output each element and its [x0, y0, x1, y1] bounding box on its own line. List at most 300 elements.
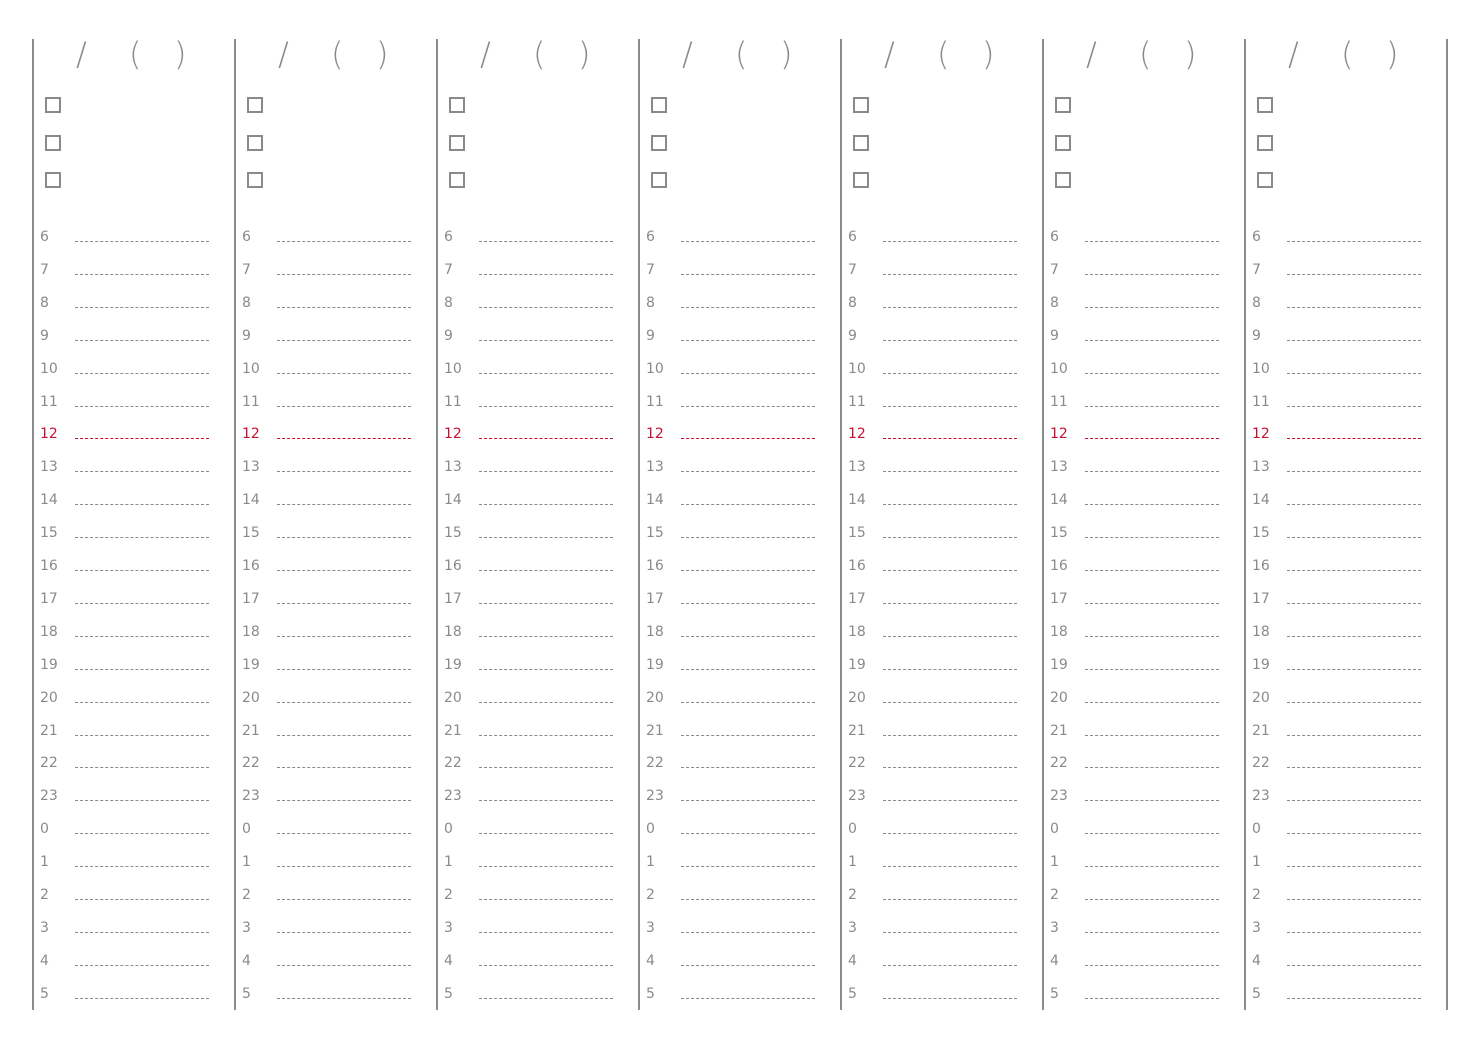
hour-row[interactable] [840, 423, 1042, 456]
todo-checkbox[interactable] [247, 135, 263, 151]
hour-entry-line[interactable] [883, 669, 1017, 670]
hour-entry-line[interactable] [883, 504, 1017, 505]
hour-entry-line[interactable] [75, 504, 209, 505]
hour-entry-line[interactable] [479, 274, 613, 275]
hour-entry-line[interactable] [1085, 241, 1219, 242]
hour-entry-line[interactable] [681, 800, 815, 801]
hour-row[interactable] [840, 851, 1042, 884]
hour-row[interactable] [638, 818, 840, 851]
hour-entry-line[interactable] [1287, 735, 1421, 736]
hour-row[interactable] [1042, 983, 1244, 1016]
hour-entry-line[interactable] [479, 537, 613, 538]
hour-row[interactable] [1244, 456, 1446, 489]
hour-entry-line[interactable] [479, 702, 613, 703]
hour-entry-line[interactable] [1287, 406, 1421, 407]
hour-entry-line[interactable] [883, 833, 1017, 834]
hour-entry-line[interactable] [681, 406, 815, 407]
hour-row[interactable] [1244, 983, 1446, 1016]
hour-row[interactable] [1244, 785, 1446, 818]
hour-row[interactable] [234, 851, 436, 884]
hour-row[interactable] [32, 950, 234, 983]
hour-row[interactable] [234, 522, 436, 555]
hour-entry-line[interactable] [277, 406, 411, 407]
hour-entry-line[interactable] [1085, 735, 1219, 736]
hour-entry-line[interactable] [1085, 965, 1219, 966]
hour-row[interactable] [32, 292, 234, 325]
hour-entry-line[interactable] [1085, 471, 1219, 472]
hour-row[interactable] [436, 720, 638, 753]
date-header[interactable] [1042, 32, 1244, 76]
hour-entry-line[interactable] [277, 504, 411, 505]
hour-entry-line[interactable] [681, 603, 815, 604]
hour-entry-line[interactable] [883, 735, 1017, 736]
hour-row[interactable] [840, 621, 1042, 654]
hour-row[interactable] [32, 687, 234, 720]
hour-row[interactable] [234, 983, 436, 1016]
hour-row[interactable] [1244, 654, 1446, 687]
hour-entry-line[interactable] [479, 570, 613, 571]
hour-row[interactable] [840, 752, 1042, 785]
hour-entry-line[interactable] [75, 373, 209, 374]
todo-checkbox[interactable] [1257, 97, 1273, 113]
todo-checkbox[interactable] [853, 97, 869, 113]
hour-row[interactable] [1244, 358, 1446, 391]
hour-entry-line[interactable] [883, 307, 1017, 308]
hour-entry-line[interactable] [681, 866, 815, 867]
hour-entry-line[interactable] [883, 767, 1017, 768]
todo-checkbox[interactable] [853, 135, 869, 151]
hour-row[interactable] [638, 621, 840, 654]
hour-row[interactable] [840, 818, 1042, 851]
hour-row[interactable] [436, 621, 638, 654]
date-header[interactable] [840, 32, 1042, 76]
hour-row[interactable] [638, 391, 840, 424]
hour-entry-line[interactable] [883, 899, 1017, 900]
hour-entry-line[interactable] [75, 537, 209, 538]
hour-entry-line[interactable] [1085, 932, 1219, 933]
hour-row[interactable] [840, 983, 1042, 1016]
hour-entry-line[interactable] [479, 406, 613, 407]
hour-row[interactable] [840, 325, 1042, 358]
hour-row[interactable] [840, 588, 1042, 621]
hour-row[interactable] [1244, 259, 1446, 292]
hour-row[interactable] [234, 489, 436, 522]
hour-entry-line[interactable] [277, 570, 411, 571]
hour-entry-line[interactable] [1085, 570, 1219, 571]
hour-row[interactable] [32, 489, 234, 522]
hour-row[interactable] [638, 226, 840, 259]
hour-row[interactable] [1244, 489, 1446, 522]
hour-entry-line[interactable] [1085, 504, 1219, 505]
hour-row[interactable] [436, 325, 638, 358]
hour-row[interactable] [1042, 621, 1244, 654]
hour-entry-line[interactable] [1085, 537, 1219, 538]
hour-row[interactable] [840, 785, 1042, 818]
todo-checkbox[interactable] [449, 135, 465, 151]
hour-row[interactable] [638, 292, 840, 325]
hour-row[interactable] [638, 785, 840, 818]
hour-row[interactable] [32, 226, 234, 259]
hour-entry-line[interactable] [1085, 406, 1219, 407]
hour-entry-line[interactable] [277, 241, 411, 242]
hour-row[interactable] [840, 489, 1042, 522]
hour-row[interactable] [1042, 226, 1244, 259]
hour-entry-line[interactable] [277, 932, 411, 933]
todo-checkbox[interactable] [651, 135, 667, 151]
date-header[interactable] [234, 32, 436, 76]
hour-entry-line[interactable] [883, 406, 1017, 407]
hour-entry-line[interactable] [479, 504, 613, 505]
hour-row[interactable] [32, 917, 234, 950]
hour-row[interactable] [1244, 423, 1446, 456]
hour-row[interactable] [1244, 292, 1446, 325]
hour-entry-line[interactable] [1287, 340, 1421, 341]
hour-row[interactable] [436, 423, 638, 456]
hour-entry-line[interactable] [1085, 307, 1219, 308]
hour-entry-line[interactable] [75, 669, 209, 670]
hour-row[interactable] [436, 522, 638, 555]
hour-entry-line[interactable] [681, 965, 815, 966]
hour-entry-line[interactable] [479, 932, 613, 933]
hour-entry-line[interactable] [75, 241, 209, 242]
hour-entry-line[interactable] [277, 438, 411, 439]
hour-row[interactable] [234, 818, 436, 851]
hour-entry-line[interactable] [277, 965, 411, 966]
hour-entry-line[interactable] [277, 537, 411, 538]
hour-entry-line[interactable] [479, 373, 613, 374]
todo-checkbox[interactable] [1055, 172, 1071, 188]
hour-row[interactable] [638, 522, 840, 555]
hour-entry-line[interactable] [1287, 899, 1421, 900]
hour-row[interactable] [638, 983, 840, 1016]
todo-checkbox[interactable] [45, 135, 61, 151]
hour-row[interactable] [840, 720, 1042, 753]
hour-row[interactable] [436, 983, 638, 1016]
hour-row[interactable] [1042, 358, 1244, 391]
hour-row[interactable] [1042, 423, 1244, 456]
hour-row[interactable] [638, 456, 840, 489]
hour-row[interactable] [1244, 950, 1446, 983]
hour-row[interactable] [436, 489, 638, 522]
hour-row[interactable] [436, 752, 638, 785]
hour-row[interactable] [32, 391, 234, 424]
hour-entry-line[interactable] [479, 866, 613, 867]
hour-entry-line[interactable] [277, 603, 411, 604]
hour-entry-line[interactable] [1085, 833, 1219, 834]
hour-row[interactable] [1042, 851, 1244, 884]
hour-row[interactable] [1244, 621, 1446, 654]
hour-entry-line[interactable] [1085, 669, 1219, 670]
hour-entry-line[interactable] [883, 274, 1017, 275]
hour-row[interactable] [840, 654, 1042, 687]
hour-row[interactable] [436, 292, 638, 325]
hour-entry-line[interactable] [1287, 504, 1421, 505]
hour-row[interactable] [638, 259, 840, 292]
hour-row[interactable] [234, 423, 436, 456]
hour-entry-line[interactable] [277, 998, 411, 999]
hour-row[interactable] [32, 456, 234, 489]
hour-row[interactable] [1042, 259, 1244, 292]
hour-entry-line[interactable] [75, 800, 209, 801]
hour-row[interactable] [1042, 720, 1244, 753]
hour-entry-line[interactable] [681, 504, 815, 505]
hour-row[interactable] [1042, 555, 1244, 588]
hour-row[interactable] [234, 259, 436, 292]
hour-row[interactable] [436, 818, 638, 851]
hour-row[interactable] [234, 226, 436, 259]
todo-checkbox[interactable] [247, 172, 263, 188]
hour-entry-line[interactable] [681, 438, 815, 439]
hour-entry-line[interactable] [883, 570, 1017, 571]
hour-row[interactable] [1042, 950, 1244, 983]
hour-entry-line[interactable] [883, 800, 1017, 801]
hour-row[interactable] [234, 391, 436, 424]
hour-row[interactable] [638, 917, 840, 950]
hour-entry-line[interactable] [75, 735, 209, 736]
hour-entry-line[interactable] [681, 307, 815, 308]
hour-row[interactable] [1244, 555, 1446, 588]
hour-entry-line[interactable] [75, 603, 209, 604]
hour-row[interactable] [1244, 588, 1446, 621]
hour-row[interactable] [234, 292, 436, 325]
todo-checkbox[interactable] [449, 172, 465, 188]
hour-row[interactable] [840, 391, 1042, 424]
hour-row[interactable] [1042, 292, 1244, 325]
hour-row[interactable] [638, 423, 840, 456]
hour-row[interactable] [436, 555, 638, 588]
hour-row[interactable] [32, 884, 234, 917]
hour-entry-line[interactable] [479, 767, 613, 768]
todo-checkbox[interactable] [1055, 135, 1071, 151]
hour-entry-line[interactable] [1287, 603, 1421, 604]
hour-entry-line[interactable] [883, 636, 1017, 637]
hour-row[interactable] [234, 950, 436, 983]
hour-row[interactable] [436, 391, 638, 424]
todo-checkbox[interactable] [449, 97, 465, 113]
hour-row[interactable] [840, 522, 1042, 555]
hour-entry-line[interactable] [479, 307, 613, 308]
hour-entry-line[interactable] [681, 241, 815, 242]
hour-row[interactable] [32, 358, 234, 391]
hour-entry-line[interactable] [277, 800, 411, 801]
hour-entry-line[interactable] [1287, 833, 1421, 834]
hour-entry-line[interactable] [1085, 702, 1219, 703]
hour-entry-line[interactable] [681, 735, 815, 736]
todo-checkbox[interactable] [651, 97, 667, 113]
hour-row[interactable] [1042, 818, 1244, 851]
hour-row[interactable] [32, 983, 234, 1016]
hour-row[interactable] [32, 621, 234, 654]
hour-entry-line[interactable] [479, 965, 613, 966]
hour-row[interactable] [1042, 654, 1244, 687]
hour-entry-line[interactable] [1287, 373, 1421, 374]
hour-row[interactable] [32, 720, 234, 753]
hour-entry-line[interactable] [883, 702, 1017, 703]
hour-row[interactable] [1244, 851, 1446, 884]
hour-entry-line[interactable] [681, 373, 815, 374]
hour-row[interactable] [1244, 391, 1446, 424]
hour-entry-line[interactable] [1085, 603, 1219, 604]
hour-row[interactable] [234, 325, 436, 358]
hour-entry-line[interactable] [681, 899, 815, 900]
hour-row[interactable] [1244, 720, 1446, 753]
hour-row[interactable] [638, 851, 840, 884]
hour-entry-line[interactable] [479, 735, 613, 736]
hour-entry-line[interactable] [277, 735, 411, 736]
hour-row[interactable] [32, 325, 234, 358]
hour-row[interactable] [840, 687, 1042, 720]
hour-row[interactable] [436, 588, 638, 621]
hour-entry-line[interactable] [277, 833, 411, 834]
hour-entry-line[interactable] [681, 570, 815, 571]
hour-row[interactable] [638, 325, 840, 358]
hour-row[interactable] [32, 423, 234, 456]
hour-entry-line[interactable] [883, 438, 1017, 439]
hour-entry-line[interactable] [883, 866, 1017, 867]
hour-row[interactable] [234, 752, 436, 785]
hour-row[interactable] [1042, 456, 1244, 489]
hour-row[interactable] [638, 752, 840, 785]
hour-entry-line[interactable] [883, 340, 1017, 341]
hour-entry-line[interactable] [277, 636, 411, 637]
hour-row[interactable] [234, 720, 436, 753]
hour-row[interactable] [1042, 687, 1244, 720]
hour-entry-line[interactable] [681, 340, 815, 341]
hour-entry-line[interactable] [277, 702, 411, 703]
hour-row[interactable] [1244, 325, 1446, 358]
hour-entry-line[interactable] [1085, 274, 1219, 275]
hour-row[interactable] [840, 226, 1042, 259]
hour-row[interactable] [1244, 884, 1446, 917]
hour-entry-line[interactable] [1287, 965, 1421, 966]
hour-entry-line[interactable] [75, 570, 209, 571]
hour-entry-line[interactable] [1287, 800, 1421, 801]
todo-checkbox[interactable] [1257, 135, 1273, 151]
hour-entry-line[interactable] [479, 800, 613, 801]
hour-row[interactable] [32, 851, 234, 884]
hour-row[interactable] [1244, 917, 1446, 950]
hour-row[interactable] [840, 259, 1042, 292]
hour-row[interactable] [638, 720, 840, 753]
hour-entry-line[interactable] [883, 965, 1017, 966]
hour-entry-line[interactable] [681, 932, 815, 933]
hour-entry-line[interactable] [1287, 866, 1421, 867]
hour-row[interactable] [234, 917, 436, 950]
hour-row[interactable] [436, 785, 638, 818]
hour-entry-line[interactable] [1085, 438, 1219, 439]
hour-row[interactable] [234, 456, 436, 489]
hour-entry-line[interactable] [883, 998, 1017, 999]
hour-entry-line[interactable] [75, 866, 209, 867]
hour-entry-line[interactable] [75, 899, 209, 900]
hour-entry-line[interactable] [479, 241, 613, 242]
hour-entry-line[interactable] [75, 340, 209, 341]
hour-row[interactable] [234, 884, 436, 917]
todo-checkbox[interactable] [247, 97, 263, 113]
hour-entry-line[interactable] [681, 767, 815, 768]
hour-entry-line[interactable] [1287, 537, 1421, 538]
hour-entry-line[interactable] [479, 636, 613, 637]
hour-row[interactable] [840, 358, 1042, 391]
hour-entry-line[interactable] [277, 307, 411, 308]
hour-row[interactable] [32, 555, 234, 588]
hour-entry-line[interactable] [479, 998, 613, 999]
hour-entry-line[interactable] [479, 833, 613, 834]
hour-row[interactable] [234, 358, 436, 391]
hour-row[interactable] [1042, 522, 1244, 555]
hour-row[interactable] [234, 588, 436, 621]
hour-row[interactable] [234, 654, 436, 687]
hour-row[interactable] [1244, 226, 1446, 259]
hour-entry-line[interactable] [883, 603, 1017, 604]
hour-row[interactable] [32, 654, 234, 687]
hour-row[interactable] [840, 917, 1042, 950]
hour-row[interactable] [32, 259, 234, 292]
hour-entry-line[interactable] [75, 307, 209, 308]
hour-entry-line[interactable] [681, 274, 815, 275]
hour-entry-line[interactable] [75, 438, 209, 439]
date-header[interactable] [638, 32, 840, 76]
hour-row[interactable] [638, 950, 840, 983]
todo-checkbox[interactable] [45, 97, 61, 113]
hour-row[interactable] [1244, 752, 1446, 785]
hour-row[interactable] [436, 654, 638, 687]
hour-row[interactable] [638, 884, 840, 917]
hour-row[interactable] [32, 785, 234, 818]
hour-entry-line[interactable] [75, 471, 209, 472]
hour-entry-line[interactable] [681, 636, 815, 637]
hour-entry-line[interactable] [75, 636, 209, 637]
hour-row[interactable] [32, 588, 234, 621]
hour-entry-line[interactable] [1287, 438, 1421, 439]
hour-row[interactable] [1244, 818, 1446, 851]
todo-checkbox[interactable] [1055, 97, 1071, 113]
hour-entry-line[interactable] [1287, 307, 1421, 308]
hour-entry-line[interactable] [1287, 241, 1421, 242]
hour-row[interactable] [234, 621, 436, 654]
hour-entry-line[interactable] [1085, 800, 1219, 801]
hour-entry-line[interactable] [883, 373, 1017, 374]
hour-row[interactable] [638, 489, 840, 522]
hour-entry-line[interactable] [681, 669, 815, 670]
hour-row[interactable] [436, 851, 638, 884]
hour-entry-line[interactable] [75, 932, 209, 933]
hour-entry-line[interactable] [75, 998, 209, 999]
hour-entry-line[interactable] [75, 274, 209, 275]
hour-row[interactable] [840, 456, 1042, 489]
hour-row[interactable] [436, 884, 638, 917]
hour-entry-line[interactable] [1085, 767, 1219, 768]
hour-entry-line[interactable] [277, 274, 411, 275]
hour-entry-line[interactable] [277, 471, 411, 472]
todo-checkbox[interactable] [651, 172, 667, 188]
hour-entry-line[interactable] [479, 899, 613, 900]
hour-entry-line[interactable] [681, 537, 815, 538]
hour-entry-line[interactable] [681, 833, 815, 834]
hour-row[interactable] [638, 687, 840, 720]
hour-entry-line[interactable] [1085, 899, 1219, 900]
hour-entry-line[interactable] [681, 471, 815, 472]
hour-row[interactable] [436, 358, 638, 391]
hour-row[interactable] [436, 687, 638, 720]
hour-entry-line[interactable] [1287, 932, 1421, 933]
hour-row[interactable] [1042, 489, 1244, 522]
hour-row[interactable] [234, 687, 436, 720]
hour-entry-line[interactable] [75, 406, 209, 407]
hour-row[interactable] [840, 884, 1042, 917]
hour-entry-line[interactable] [1287, 636, 1421, 637]
hour-row[interactable] [1042, 884, 1244, 917]
